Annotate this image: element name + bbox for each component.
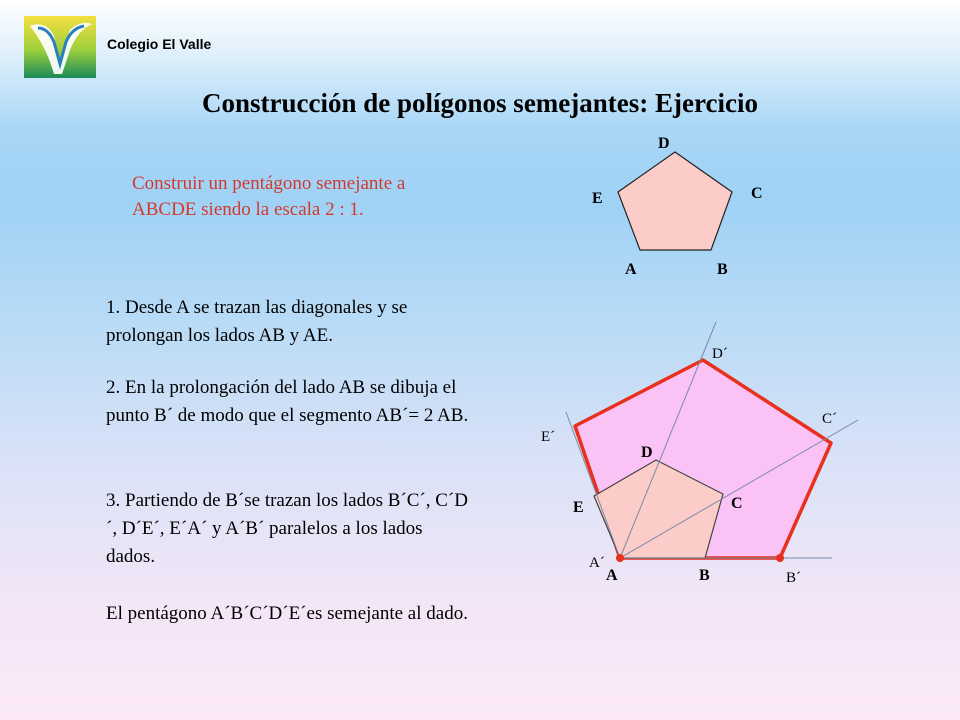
label-D: D <box>658 135 670 152</box>
label-large-E: E´ <box>541 429 556 445</box>
label-small-E: E <box>573 499 584 516</box>
label-small-C: C <box>731 495 743 512</box>
school-name: Colegio El Valle <box>107 36 212 52</box>
label-C: C <box>751 185 763 202</box>
conclusion: El pentágono A´B´C´D´E´es semejante al dado. <box>106 603 468 624</box>
label-large-B: B´ <box>786 570 801 586</box>
step-2: 2. En la prolongación del lado AB se dibuja el punto B´ de modo que el segmento AB´= 2 AB. <box>106 377 469 426</box>
point-B-prime-dot <box>776 554 784 562</box>
label-A: A <box>625 261 637 278</box>
label-small-A: A <box>606 567 618 584</box>
original-pentagon-figure <box>592 135 763 278</box>
page-title: Construcción de polígonos semejantes: Ejercicio <box>202 88 758 118</box>
original-pentagon <box>618 152 732 250</box>
label-small-D: D <box>641 444 653 461</box>
step-1: 1. Desde A se trazan las diagonales y se prolongan los lados AB y AE. <box>106 297 408 346</box>
label-small-B: B <box>699 567 710 584</box>
label-large-D: D´ <box>712 346 728 362</box>
construction-figure <box>541 322 858 586</box>
step-3: 3. Partiendo de B´se trazan los lados B´C´, C´D´, D´E´, E´A´ y A´B´ paralelos a los lados dados. <box>106 490 468 567</box>
task-statement: Construir un pentágono semejante a ABCDE siendo la escala 2 : 1. <box>132 173 406 220</box>
label-large-A: A´ <box>589 555 605 571</box>
label-B: B <box>717 261 728 278</box>
label-E: E <box>592 190 603 207</box>
point-A-prime-dot <box>616 554 624 562</box>
label-large-C: C´ <box>822 411 837 427</box>
